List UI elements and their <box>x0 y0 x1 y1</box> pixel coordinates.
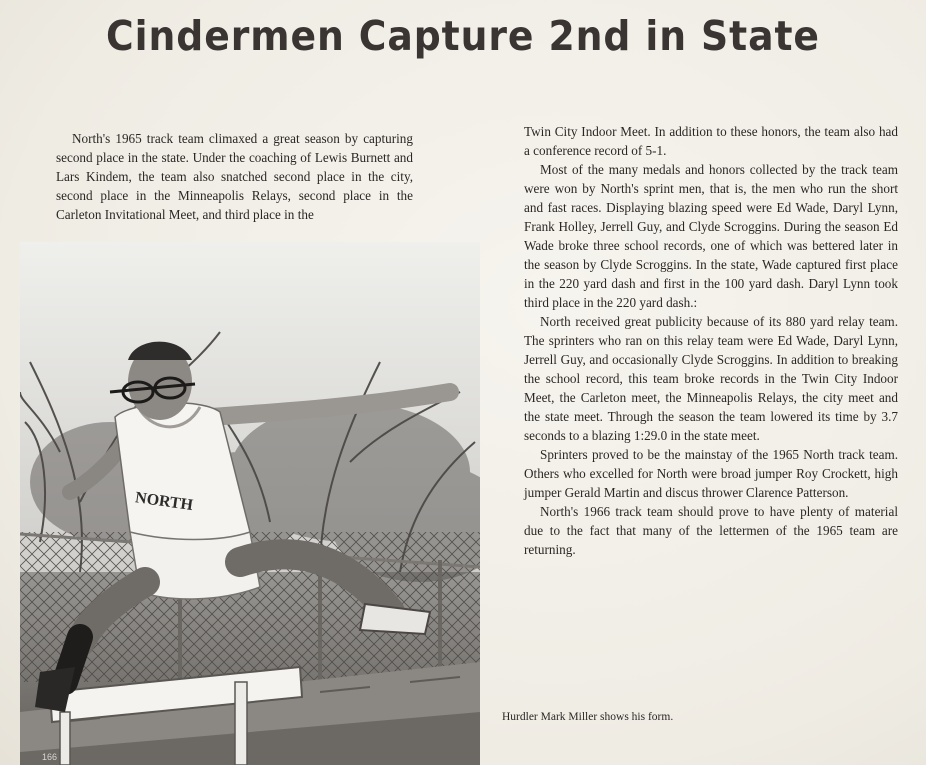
hurdler-photo <box>20 242 480 765</box>
hurdler-photo-illustration <box>20 242 480 765</box>
jersey-lettering: NORTH <box>134 489 194 515</box>
article-paragraph: North's 1966 track team should prove to have plenty of material due to the fact that many of the lettermen of the 1965 team are returning. <box>524 504 898 557</box>
article-paragraph: Most of the many medals and honors collected by the track team were won by North's sprint men, that is, the men who run the short and fast races. Displaying blazing speed were Ed Wade, Daryl Lynn, Frank Holley, Jerrell Guy, and Clyde Scroggins. During the season Ed Wade broke three school records, one of which was bettered later in the season by Clyde Scroggins. In the state, Wade captured first place in the 220 yard dash and first in the 100 yard dash. Daryl Lynn took third place in the 220 yard dash.: <box>524 162 898 310</box>
article-paragraph: North's 1965 track team climaxed a great season by capturing second place in the state. Under the coaching of Lewis Burnett and Lars Kindem, the team also snatched second place in the city, second place in the Minneapolis Relays, second place in the Carleton Invitational Meet, and third place in the <box>56 131 413 222</box>
article-paragraph: Sprinters proved to be the mainstay of the 1965 North track team. Others who excelled for North were broad jumper Roy Crockett, high jumper Gerald Martin and discus thrower Clarence Patterson. <box>524 447 898 500</box>
article-right-column <box>524 122 898 559</box>
photo-caption: Hurdler Mark Miller shows his form. <box>502 711 674 723</box>
article-left-column <box>56 129 413 224</box>
article-paragraph: Twin City Indoor Meet. In addition to these honors, the team also had a conference record of 5-1. <box>524 124 898 158</box>
page-number: 166 <box>42 752 58 762</box>
article-paragraph: North received great publicity because of its 880 yard relay team. The sprinters who ran on this relay team were Ed Wade, Daryl Lynn, Jerrell Guy, and occasionally Clyde Scroggins. In addition to breaking the school record, this team broke records in the Twin City Indoor Meet, the Carleton meet, the Minneapolis Relays, the city meet and the state meet. Through the season the team lowered its time by 3.7 seconds to a blazing 1:29.0 in the state meet. <box>524 314 898 443</box>
page-headline: Cindermen Capture 2nd in State <box>106 12 820 60</box>
